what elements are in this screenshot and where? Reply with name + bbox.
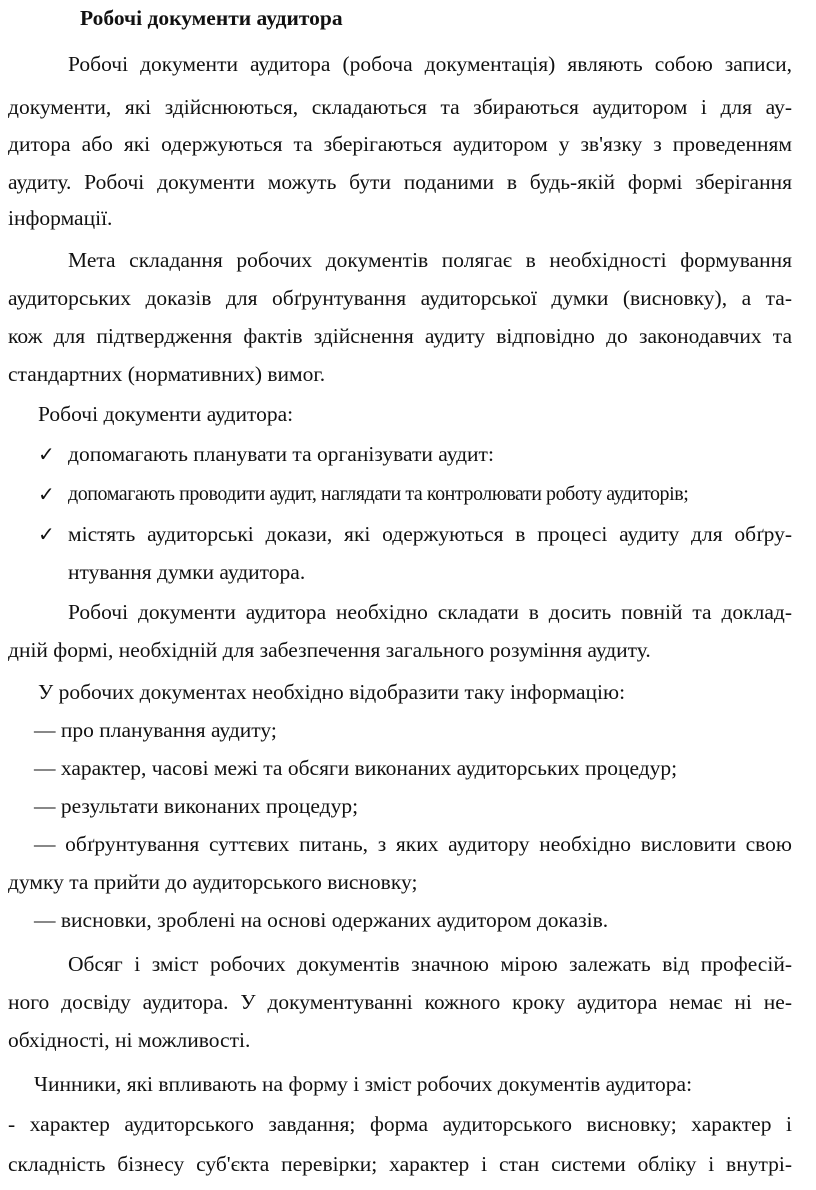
list-item-continuation: нтування думки аудитора. (68, 560, 306, 584)
paragraph-line: Мета складання робочих документів полягає в необхідності формування (68, 248, 792, 272)
list-intro: У робочих документах необхідно відобразити таку інформацію: (38, 680, 626, 704)
list-intro: Робочі документи аудитора: (38, 402, 294, 426)
list-item: — обґрунтування суттєвих питань, з яких аудитору необхідно висловити свою (34, 832, 792, 856)
factors-intro: Чинники, які впливають на форму і зміст робочих документів аудитора: (34, 1072, 693, 1096)
paragraph-line: - характер аудиторського завдання; форма аудиторського висновку; характер і (8, 1112, 792, 1136)
paragraph-line: аудиту. Робочі документи можуть бути поданими в будь-якій формі зберігання (8, 170, 792, 194)
paragraph-line: документи, які здійснюються, складаються та збираються аудитором і для ау- (8, 95, 792, 119)
checkmark-icon: ✓ (38, 482, 55, 506)
list-item: — висновки, зроблені на основі одержаних аудитором доказів. (34, 908, 609, 932)
paragraph-line: обхідності, ні можливості. (8, 1028, 251, 1052)
checkmark-icon: ✓ (38, 522, 55, 546)
list-item: — про планування аудиту; (34, 718, 277, 742)
paragraph-line: аудиторських доказів для обґрунтування аудиторської думки (висновку), а та- (8, 286, 792, 310)
list-item: — характер, часові межі та обсяги виконаних аудиторських процедур; (34, 756, 678, 780)
paragraph-line: стандартних (нормативних) вимог. (8, 362, 326, 386)
list-item: допомагають проводити аудит, наглядати та контролювати роботу аудиторів; (68, 483, 689, 505)
list-item: допомагають планувати та організувати аудит: (68, 442, 494, 466)
paragraph-line: складність бізнесу суб'єкта перевірки; характер і стан системи обліку і внутрі- (8, 1152, 792, 1176)
paragraph-line: кож для підтвердження фактів здійснення аудиту відповідно до законодавчих та (8, 324, 792, 348)
paragraph-line: ного досвіду аудитора. У документуванні кожного кроку аудитора немає ні не- (8, 990, 792, 1014)
paragraph-line: дній формі, необхідній для забезпечення загального розуміння аудиту. (8, 638, 651, 662)
paragraph-line: Робочі документи аудитора (робоча документація) являють собою записи, (68, 52, 792, 76)
paragraph-line: інформації. (8, 206, 113, 230)
list-item: — результати виконаних процедур; (34, 794, 359, 818)
paragraph-line: Обсяг і зміст робочих документів значною мірою залежать від професій- (68, 952, 792, 976)
page-title: Робочі документи аудитора (80, 6, 343, 30)
paragraph-line: Робочі документи аудитора необхідно складати в досить повній та доклад- (68, 600, 792, 624)
list-item: містять аудиторські докази, які одержуються в процесі аудиту для обґру- (68, 522, 792, 546)
paragraph-line: дитора або які одержуються та зберігаються аудитором у зв'язку з проведенням (8, 132, 792, 156)
list-item-continuation: думку та прийти до аудиторського висновку; (8, 870, 418, 894)
checkmark-icon: ✓ (38, 442, 55, 466)
